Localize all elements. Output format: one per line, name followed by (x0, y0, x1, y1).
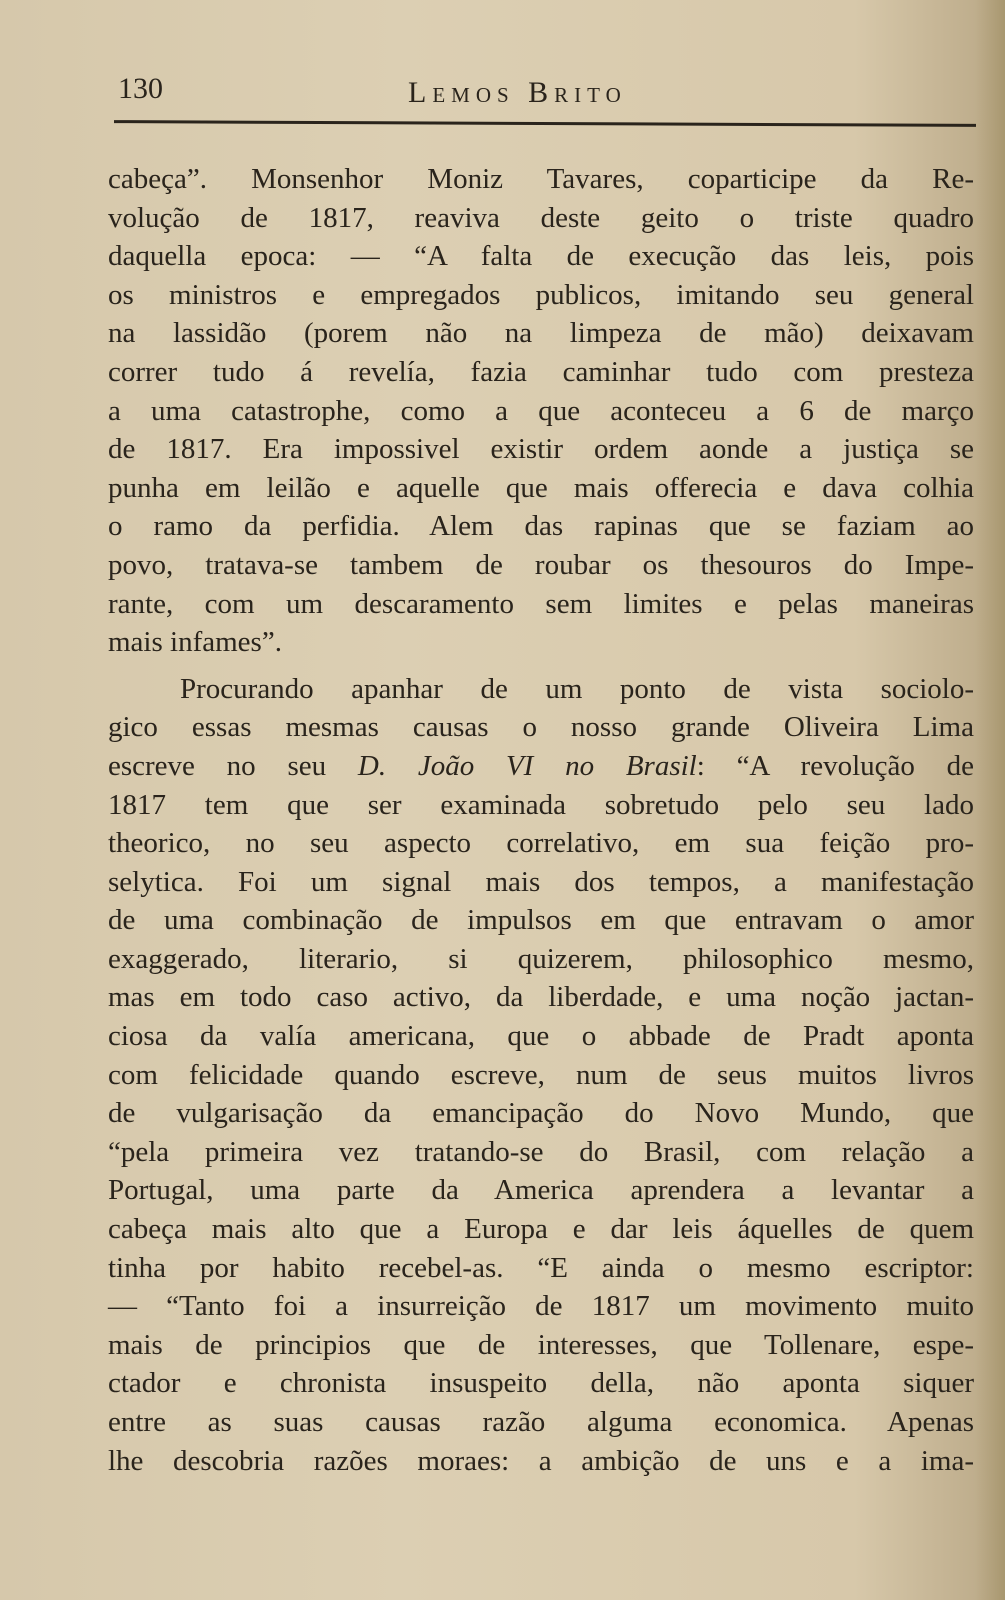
text-line: correr tudo á revelía, fazia caminhar tudo com presteza (108, 355, 974, 388)
text-line: — “Tanto foi a insurreição de 1817 um movimento muito (108, 1290, 974, 1323)
text-line: exaggerado, literario, si quizerem, philosophico mesmo, (108, 942, 974, 975)
text-line: cabeça”. Monsenhor Moniz Tavares, coparticipe da Re- (108, 163, 974, 195)
text-line: de vulgarisação da emancipação do Novo Mundo, que (108, 1097, 974, 1130)
text-line: 1817 tem que ser examinada sobretudo pelo seu lado (108, 788, 974, 821)
text-line: ciosa da valía americana, que o abbade de Pradt aponta (108, 1020, 974, 1053)
paragraph-2 (108, 670, 974, 1480)
text-line: mais de principios que de interesses, que Tollenare, espe- (108, 1328, 974, 1361)
page-header (118, 62, 973, 118)
text-line: theorico, no seu aspecto correlativo, em sua feição pro- (108, 827, 974, 860)
text-line: punha em leilão e aquelle que mais offerecia e dava colhia (108, 471, 974, 504)
book-title: D. João VI no Brasil (357, 749, 697, 782)
paragraph-1 (108, 160, 974, 662)
header-rule (114, 120, 976, 127)
text-line: na lassidão (porem não na limpeza de mão) deixavam (108, 317, 974, 350)
text-line: gico essas mesmas causas o nosso grande Oliveira Lima (108, 711, 974, 744)
text-line: os ministros e empregados publicos, imitando seu general (108, 278, 974, 311)
page-number: 130 (118, 72, 163, 105)
text-line: o ramo da perfidia. Alem das rapinas que se faziam ao (108, 510, 974, 543)
text-line: mais infames”. (108, 626, 282, 659)
text-line: tinha por habito recebel-as. “E ainda o mesmo escriptor: (108, 1251, 974, 1284)
text-line: entre as suas causas razão alguma economica. Apenas (108, 1406, 974, 1438)
text-line: povo, tratava-se tambem de roubar os thesouros do Impe- (108, 548, 974, 581)
text-fragment: escreve no seu (108, 749, 358, 782)
text-line: com felicidade quando escreve, num de seus muitos livros (108, 1058, 974, 1091)
text-line: mas em todo caso activo, da liberdade, e uma noção jactan- (108, 981, 974, 1014)
text-line-with-title (108, 747, 974, 786)
text-fragment: : “A revolução de (696, 749, 974, 782)
text-line: rante, com um descaramento sem limites e pelas maneiras (108, 587, 974, 620)
running-title: Lemos Brito (408, 76, 627, 109)
text-line: lhe descobria razões moraes: a ambição de uns e a ima- (108, 1444, 974, 1477)
text-line: a uma catastrophe, como a que aconteceu a 6 de março (108, 394, 974, 427)
text-line: ctador e chronista insuspeito della, não aponta siquer (108, 1367, 974, 1400)
body-text (108, 160, 974, 1480)
text-line: selytica. Foi um signal mais dos tempos, a manifestação (108, 865, 974, 898)
text-line: “pela primeira vez tratando-se do Brasil, com relação a (108, 1135, 974, 1168)
text-line: Portugal, uma parte da America aprendera a levantar a (108, 1174, 974, 1207)
text-line: daquella epoca: — “A falta de execução das leis, pois (108, 240, 974, 273)
text-line: de uma combinação de impulsos em que entravam o amor (108, 904, 974, 937)
text-line: volução de 1817, reaviva deste geito o triste quadro (108, 201, 974, 234)
text-line: cabeça mais alto que a Europa e dar leis áquelles de quem (108, 1213, 974, 1246)
text-line: de 1817. Era impossivel existir ordem aonde a justiça se (108, 433, 974, 466)
text-line: Procurando apanhar de um ponto de vista sociolo- (180, 672, 974, 705)
